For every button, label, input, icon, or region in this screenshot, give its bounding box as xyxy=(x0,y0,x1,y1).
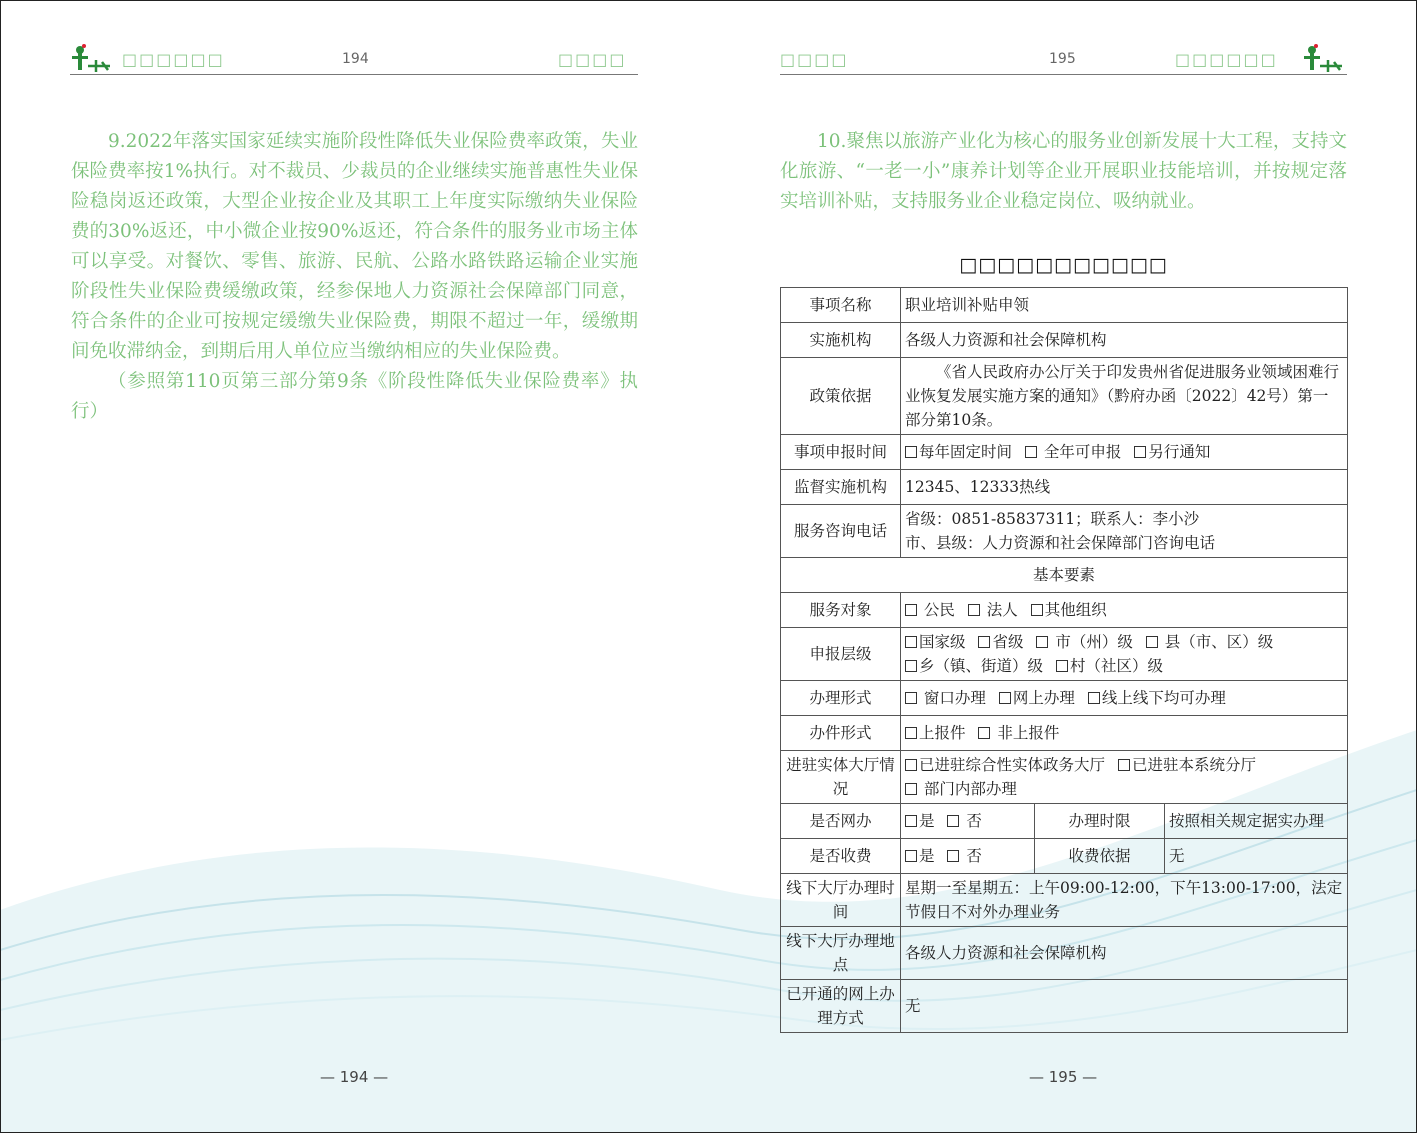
row-value: 星期一至星期五：上午09:00-12:00，下午13:00-17:00，法定节假日不对外办理业务 xyxy=(901,874,1348,927)
checkbox-icon xyxy=(1025,446,1037,458)
row-label: 是否网办 xyxy=(781,804,901,839)
option-label: 上报件 xyxy=(919,724,966,742)
row-value: 《省人民政府办公厅关于印发贵州省促进服务业领域困难行业恢复发展实施方案的通知》（黔府办函〔2022〕42号）第一部分第10条。 xyxy=(901,358,1348,435)
option-label: 另行通知 xyxy=(1148,443,1211,461)
checkbox-icon xyxy=(978,727,990,739)
page-footer: — 195 — xyxy=(1029,1068,1098,1086)
option-label: 是 xyxy=(919,847,935,865)
checkbox-icon xyxy=(905,850,917,862)
checkbox-icon xyxy=(905,815,917,827)
table-row xyxy=(781,628,1348,681)
left-page xyxy=(0,0,708,1133)
option-label: 是 xyxy=(919,812,935,830)
row-label: 已开通的网上办理方式 xyxy=(781,980,901,1033)
option-label: 村（社区）级 xyxy=(1069,657,1163,675)
option-label: 其他组织 xyxy=(1044,601,1107,619)
row-label: 是否收费 xyxy=(781,839,901,874)
checkbox-icon xyxy=(905,636,917,648)
checkbox-icon xyxy=(905,692,917,704)
checkbox-icon xyxy=(947,850,959,862)
checkbox-icon xyxy=(1036,636,1048,648)
option-label: 公民 xyxy=(919,601,955,619)
option-label: 否 xyxy=(961,847,982,865)
checkbox-icon xyxy=(905,446,917,458)
paragraph: 10.聚焦以旅游产业化为核心的服务业创新发展十大工程，支持文化旅游、“一老一小”康养计划等企业开展职业技能培训，并按规定落实培训补贴，支持服务业企业稳定岗位、吸纳就业。 xyxy=(780,131,1347,212)
paragraph: 9.2022年落实国家延续实施阶段性降低失业保险费率政策，失业保险费率按1%执行。对不裁员、少裁员的企业继续实施普惠性失业保险稳岗返还政策，大型企业按企业及其职工上年度实际缴纳失业保险费的30%返还，中小微企业按90%返还，符合条件的服务业市场主体可以享受。对餐饮、零售、旅游、民航、公路水路铁路运输企业实施阶段性失业保险费缓缴政策，经参保地人力资源社会保障部门同意，符合条件的企业可按规定缓缴失业保险费，期限不超过一年，缓缴期间免收滞纳金，到期后用人单位应当缴纳相应的失业保险费。 xyxy=(71,131,638,362)
header-page-number: 194 xyxy=(342,51,369,67)
option-label: 线上线下均可办理 xyxy=(1101,689,1226,707)
page-header xyxy=(780,40,1347,75)
checkbox-icon xyxy=(905,759,917,771)
page-footer: — 194 — xyxy=(320,1068,389,1086)
section-label: □□□□ xyxy=(558,50,627,69)
option-label: 窗口办理 xyxy=(919,689,986,707)
option-label: 已进驻综合性实体政务大厅 xyxy=(919,756,1106,774)
table-row xyxy=(781,323,1348,358)
table-row xyxy=(781,874,1348,927)
row-label: 事项申报时间 xyxy=(781,435,901,470)
table-row xyxy=(781,681,1348,716)
option-label: 已进驻本系统分厅 xyxy=(1131,756,1256,774)
row-value: 无 xyxy=(901,980,1348,1033)
row-value: 各级人力资源和社会保障机构 xyxy=(901,323,1348,358)
option-label: 县（市、区）级 xyxy=(1159,633,1274,651)
checkbox-icon xyxy=(1088,692,1100,704)
row-label: 收费依据 xyxy=(1035,839,1165,874)
option-label: 非上报件 xyxy=(992,724,1060,742)
row-value xyxy=(901,804,1035,839)
option-label: 省级 xyxy=(992,633,1024,651)
option-label: 市（州）级 xyxy=(1050,633,1133,651)
row-value: 12345、12333热线 xyxy=(901,470,1348,505)
table-row xyxy=(781,751,1348,804)
section-header: 基本要素 xyxy=(781,558,1348,593)
row-value xyxy=(901,681,1348,716)
service-guide-table xyxy=(780,287,1348,1033)
page-header xyxy=(70,40,638,75)
table-row xyxy=(781,980,1348,1033)
row-label: 服务对象 xyxy=(781,593,901,628)
phone-line: 省级：0851-85837311；联系人：李小沙 xyxy=(905,510,1200,528)
table-row xyxy=(781,505,1348,558)
table-row xyxy=(781,804,1348,839)
row-value xyxy=(901,751,1348,804)
checkbox-icon xyxy=(905,783,917,795)
row-label: 事项名称 xyxy=(781,288,901,323)
row-label: 线下大厅办理时间 xyxy=(781,874,901,927)
checkbox-icon xyxy=(905,660,917,672)
row-value xyxy=(901,628,1348,681)
body-text xyxy=(780,127,1347,217)
checkbox-icon xyxy=(999,692,1011,704)
book-title: □□□□□□ xyxy=(122,50,225,69)
checkbox-icon xyxy=(905,604,917,616)
row-value xyxy=(901,505,1348,558)
row-value xyxy=(901,839,1035,874)
option-label: 否 xyxy=(961,812,982,830)
checkbox-icon xyxy=(1056,660,1068,672)
option-label: 法人 xyxy=(981,601,1018,619)
row-value: 无 xyxy=(1165,839,1348,874)
logo-icon xyxy=(70,42,114,74)
row-value xyxy=(901,435,1348,470)
checkbox-icon xyxy=(905,727,917,739)
row-label: 进驻实体大厅情况 xyxy=(781,751,901,804)
row-label: 线下大厅办理地点 xyxy=(781,927,901,980)
checkbox-icon xyxy=(1146,636,1158,648)
table-row xyxy=(781,358,1348,435)
checkbox-icon xyxy=(947,815,959,827)
paragraph: （参照第110页第三部分第9条《阶段性降低失业保险费率》执行） xyxy=(71,371,638,422)
table-title: □□□□□□□□□□□ xyxy=(959,254,1168,276)
row-label: 服务咨询电话 xyxy=(781,505,901,558)
table-row xyxy=(781,470,1348,505)
logo-icon xyxy=(1302,42,1346,74)
row-label: 监督实施机构 xyxy=(781,470,901,505)
row-label: 申报层级 xyxy=(781,628,901,681)
option-label: 国家级 xyxy=(919,633,966,651)
row-label: 办件形式 xyxy=(781,716,901,751)
table-row xyxy=(781,839,1348,874)
table-row xyxy=(781,593,1348,628)
checkbox-icon xyxy=(1031,604,1043,616)
row-value xyxy=(901,716,1348,751)
section-label: □□□□ xyxy=(780,50,849,69)
option-label: 乡（镇、街道）级 xyxy=(919,657,1044,675)
table-row xyxy=(781,558,1348,593)
row-value: 按照相关规定据实办理 xyxy=(1165,804,1348,839)
row-value: 各级人力资源和社会保障机构 xyxy=(901,927,1348,980)
row-value: 职业培训补贴申领 xyxy=(901,288,1348,323)
phone-line: 市、县级：人力资源和社会保障部门咨询电话 xyxy=(905,534,1216,552)
row-value xyxy=(901,593,1348,628)
header-page-number: 195 xyxy=(1049,51,1076,67)
option-label: 部门内部办理 xyxy=(919,780,1017,798)
row-label: 实施机构 xyxy=(781,323,901,358)
table-row xyxy=(781,435,1348,470)
checkbox-icon xyxy=(978,636,990,648)
checkbox-icon xyxy=(1118,759,1130,771)
table-row xyxy=(781,927,1348,980)
book-title: □□□□□□ xyxy=(1175,50,1278,69)
checkbox-icon xyxy=(968,604,980,616)
checkbox-icon xyxy=(1134,446,1146,458)
table-row xyxy=(781,288,1348,323)
option-label: 每年固定时间 xyxy=(919,443,1013,461)
table-row xyxy=(781,716,1348,751)
option-label: 全年可申报 xyxy=(1038,443,1122,461)
row-label: 政策依据 xyxy=(781,358,901,435)
option-label: 网上办理 xyxy=(1012,689,1075,707)
row-label: 办理时限 xyxy=(1035,804,1165,839)
row-label: 办理形式 xyxy=(781,681,901,716)
body-text xyxy=(71,127,638,427)
